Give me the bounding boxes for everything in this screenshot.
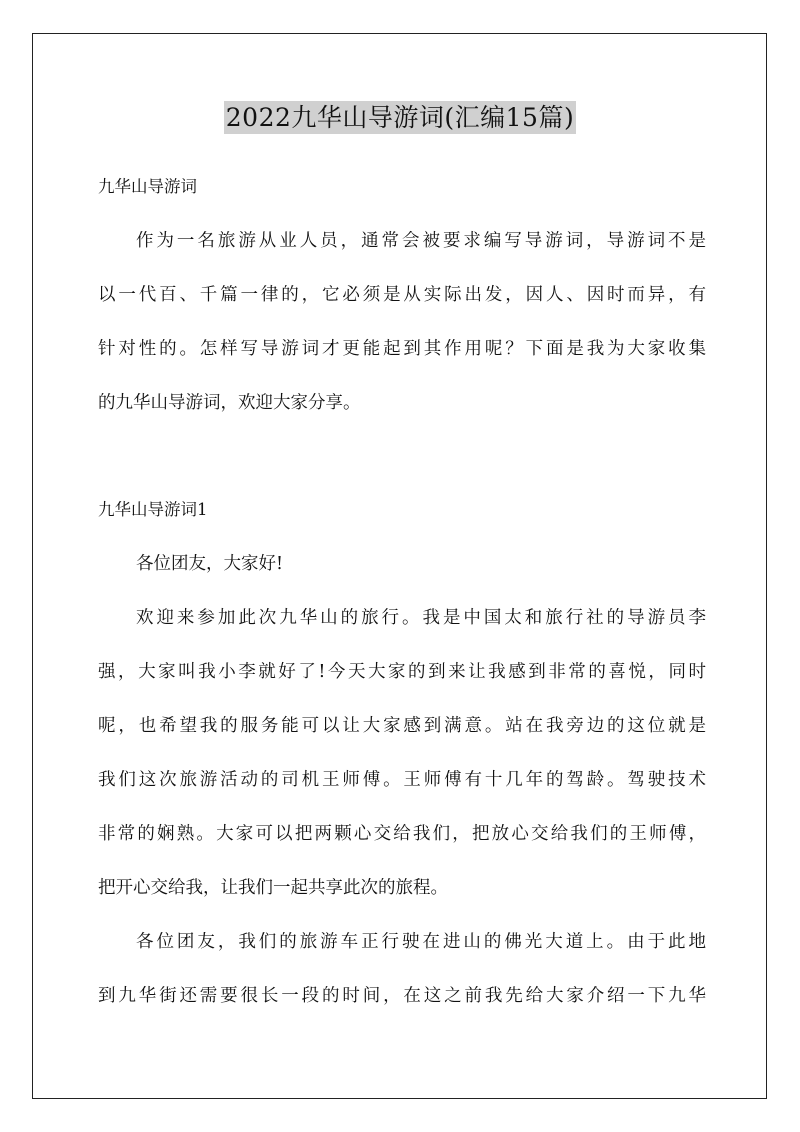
document-title-text: 2022九华山导游词(汇编15篇)	[225, 103, 575, 132]
document-title	[0, 98, 800, 138]
paragraph1-line: 强，大家叫我小李就好了!今天大家的到来让我感到非常的喜悦，同时	[98, 662, 706, 682]
paragraph2-line: 到九华街还需要很长一段的时间，在这之前我先给大家介绍一下九华	[98, 986, 706, 1006]
paragraph1-line: 我们这次旅游活动的司机王师傅。王师傅有十几年的驾龄。驾驶技术	[98, 770, 706, 790]
paragraph-gap	[98, 436, 706, 489]
paragraph1-line: 呢，也希望我的服务能可以让大家感到满意。站在我旁边的这位就是	[98, 716, 706, 736]
greeting-line: 各位团友，大家好!	[136, 554, 284, 574]
paragraph2-line: 各位团友，我们的旅游车正行驶在进山的佛光大道上。由于此地	[136, 932, 706, 952]
paragraph1-line: 把开心交给我，让我们一起共享此次的旅程。	[98, 878, 448, 898]
paragraph1-line: 欢迎来参加此次九华山的旅行。我是中国太和旅行社的导游员李	[136, 608, 706, 628]
paragraph1-line: 非常的娴熟。大家可以把两颗心交给我们，把放心交给我们的王师傅，	[98, 824, 706, 844]
intro-line: 以一代百、千篇一律的，它必须是从实际出发，因人、因时而异，有	[98, 285, 706, 305]
document-body	[98, 166, 706, 1029]
sub-heading: 九华山导游词1	[98, 500, 208, 519]
intro-line: 的九华山导游词，欢迎大家分享。	[98, 393, 361, 413]
intro-line: 针对性的。怎样写导游词才更能起到其作用呢？下面是我为大家收集	[98, 339, 706, 359]
section-heading: 九华山导游词	[98, 177, 197, 196]
intro-line: 作为一名旅游从业人员，通常会被要求编写导游词，导游词不是	[136, 231, 706, 251]
